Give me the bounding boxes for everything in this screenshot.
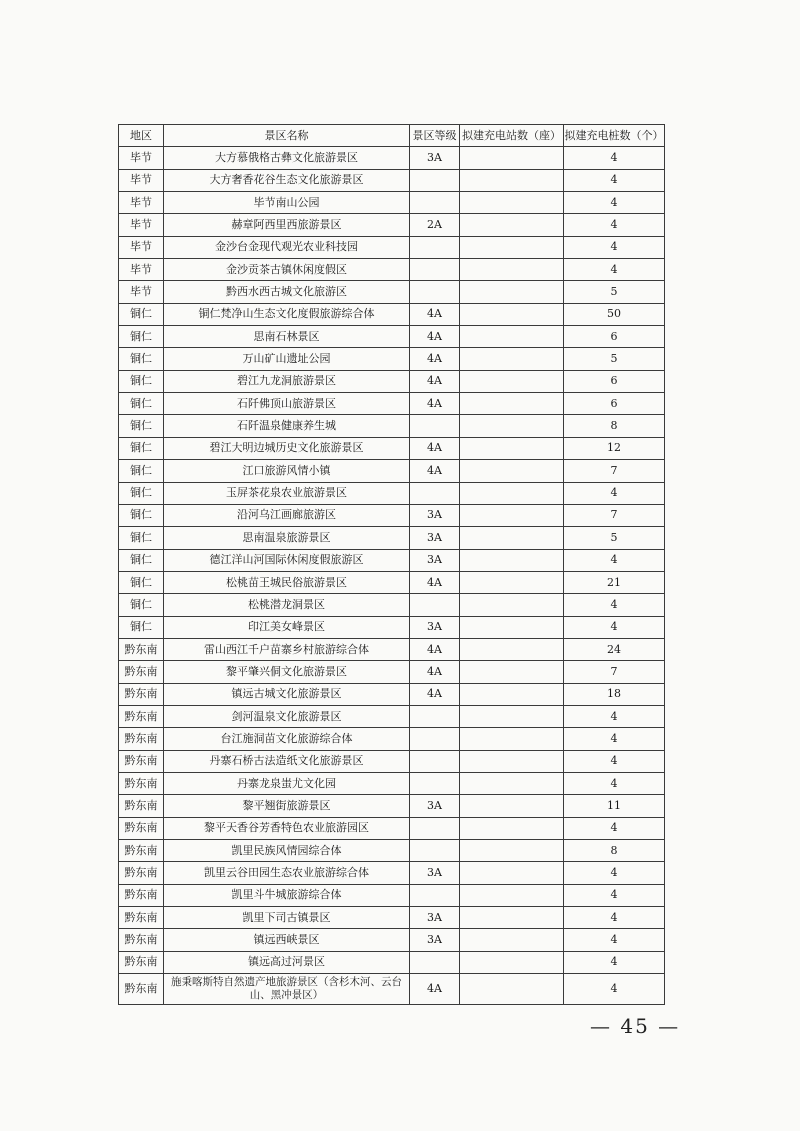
- cell-pile-count: 5: [564, 281, 665, 303]
- table-row: [119, 772, 665, 794]
- cell-station-count: [460, 415, 564, 437]
- table-row: [119, 482, 665, 504]
- table-row: [119, 705, 665, 727]
- cell-region: 毕节: [119, 192, 164, 214]
- cell-scenic-name: 雷山西江千户苗寨乡村旅游综合体: [164, 638, 410, 660]
- table-row: [119, 683, 665, 705]
- table-row: [119, 974, 665, 1005]
- cell-scenic-name: 黎平肇兴侗文化旅游景区: [164, 661, 410, 683]
- cell-scenic-level: 3A: [410, 549, 460, 571]
- table-body: [119, 147, 665, 1005]
- cell-region: 铜仁: [119, 437, 164, 459]
- cell-scenic-name: 思南温泉旅游景区: [164, 527, 410, 549]
- table-row: [119, 415, 665, 437]
- cell-scenic-name: 凯里下司古镇景区: [164, 907, 410, 929]
- cell-scenic-name: 镇远高过河景区: [164, 951, 410, 973]
- table-row: [119, 661, 665, 683]
- cell-region: 铜仁: [119, 348, 164, 370]
- cell-pile-count: 4: [564, 259, 665, 281]
- cell-scenic-level: [410, 840, 460, 862]
- cell-region: 黔东南: [119, 974, 164, 1005]
- cell-pile-count: 50: [564, 303, 665, 325]
- cell-pile-count: 4: [564, 951, 665, 973]
- table-row: [119, 169, 665, 191]
- cell-region: 毕节: [119, 236, 164, 258]
- table-row: [119, 571, 665, 593]
- cell-pile-count: 4: [564, 884, 665, 906]
- cell-station-count: [460, 974, 564, 1005]
- cell-pile-count: 7: [564, 504, 665, 526]
- table-row: [119, 907, 665, 929]
- table-row: [119, 728, 665, 750]
- table-row: [119, 795, 665, 817]
- cell-scenic-level: [410, 415, 460, 437]
- cell-scenic-name: 碧江九龙洞旅游景区: [164, 370, 410, 392]
- cell-scenic-name: 江口旅游风情小镇: [164, 460, 410, 482]
- cell-scenic-name: 德江洋山河国际休闲度假旅游区: [164, 549, 410, 571]
- cell-scenic-name: 台江施洞苗文化旅游综合体: [164, 728, 410, 750]
- table-row: [119, 638, 665, 660]
- cell-scenic-name: 凯里斗牛城旅游综合体: [164, 884, 410, 906]
- cell-region: 黔东南: [119, 772, 164, 794]
- table-row: [119, 840, 665, 862]
- cell-scenic-name: 黎平天香谷芳香特色农业旅游园区: [164, 817, 410, 839]
- cell-scenic-level: 3A: [410, 147, 460, 169]
- table-row: [119, 370, 665, 392]
- cell-station-count: [460, 907, 564, 929]
- table-row: [119, 750, 665, 772]
- cell-scenic-name: 赫章阿西里西旅游景区: [164, 214, 410, 236]
- cell-region: 黔东南: [119, 929, 164, 951]
- table-row: [119, 192, 665, 214]
- cell-region: 铜仁: [119, 460, 164, 482]
- cell-scenic-name: 丹寨龙泉蚩尤文化园: [164, 772, 410, 794]
- table-row: [119, 437, 665, 459]
- cell-station-count: [460, 147, 564, 169]
- table-row: [119, 348, 665, 370]
- cell-scenic-level: 4A: [410, 348, 460, 370]
- cell-scenic-level: [410, 281, 460, 303]
- cell-region: 铜仁: [119, 616, 164, 638]
- cell-scenic-level: 4A: [410, 683, 460, 705]
- cell-pile-count: 4: [564, 929, 665, 951]
- cell-scenic-level: 4A: [410, 393, 460, 415]
- cell-station-count: [460, 393, 564, 415]
- cell-station-count: [460, 214, 564, 236]
- cell-scenic-name: 玉屏茶花泉农业旅游景区: [164, 482, 410, 504]
- cell-scenic-name: 沿河乌江画廊旅游区: [164, 504, 410, 526]
- cell-pile-count: 5: [564, 348, 665, 370]
- cell-scenic-name: 石阡佛顶山旅游景区: [164, 393, 410, 415]
- table-row: [119, 326, 665, 348]
- cell-station-count: [460, 192, 564, 214]
- cell-region: 铜仁: [119, 415, 164, 437]
- cell-station-count: [460, 661, 564, 683]
- cell-scenic-level: [410, 817, 460, 839]
- cell-region: 毕节: [119, 169, 164, 191]
- cell-scenic-level: [410, 236, 460, 258]
- cell-pile-count: 4: [564, 728, 665, 750]
- cell-station-count: [460, 303, 564, 325]
- cell-region: 黔东南: [119, 951, 164, 973]
- cell-region: 铜仁: [119, 303, 164, 325]
- cell-region: 黔东南: [119, 750, 164, 772]
- cell-region: 黔东南: [119, 817, 164, 839]
- cell-scenic-level: 3A: [410, 907, 460, 929]
- cell-scenic-level: 4A: [410, 303, 460, 325]
- cell-scenic-level: 4A: [410, 638, 460, 660]
- cell-region: 铜仁: [119, 504, 164, 526]
- cell-pile-count: 6: [564, 393, 665, 415]
- table-row: [119, 147, 665, 169]
- cell-pile-count: 21: [564, 571, 665, 593]
- cell-region: 铜仁: [119, 482, 164, 504]
- cell-station-count: [460, 326, 564, 348]
- cell-station-count: [460, 460, 564, 482]
- table-row: [119, 214, 665, 236]
- cell-pile-count: 4: [564, 705, 665, 727]
- cell-station-count: [460, 951, 564, 973]
- cell-scenic-name: 凯里云谷田园生态农业旅游综合体: [164, 862, 410, 884]
- table-row: [119, 884, 665, 906]
- cell-scenic-name: 黔西水西古城文化旅游区: [164, 281, 410, 303]
- cell-scenic-level: [410, 750, 460, 772]
- cell-station-count: [460, 728, 564, 750]
- cell-region: 黔东南: [119, 728, 164, 750]
- cell-station-count: [460, 504, 564, 526]
- cell-region: 黔东南: [119, 862, 164, 884]
- cell-station-count: [460, 616, 564, 638]
- cell-station-count: [460, 594, 564, 616]
- cell-scenic-name: 万山矿山遗址公园: [164, 348, 410, 370]
- table-row: [119, 527, 665, 549]
- cell-pile-count: 4: [564, 974, 665, 1005]
- cell-station-count: [460, 437, 564, 459]
- cell-region: 黔东南: [119, 884, 164, 906]
- cell-pile-count: 12: [564, 437, 665, 459]
- cell-pile-count: 8: [564, 415, 665, 437]
- cell-scenic-name: 剑河温泉文化旅游景区: [164, 705, 410, 727]
- cell-scenic-level: [410, 705, 460, 727]
- cell-scenic-level: [410, 728, 460, 750]
- cell-scenic-level: [410, 772, 460, 794]
- cell-scenic-level: 2A: [410, 214, 460, 236]
- table-row: [119, 862, 665, 884]
- scenic-area-charging-table: [118, 124, 665, 1005]
- cell-pile-count: 4: [564, 147, 665, 169]
- cell-scenic-name: 大方慕俄格古彝文化旅游景区: [164, 147, 410, 169]
- cell-scenic-name: 黎平翘街旅游景区: [164, 795, 410, 817]
- cell-pile-count: 4: [564, 616, 665, 638]
- cell-station-count: [460, 929, 564, 951]
- cell-station-count: [460, 638, 564, 660]
- cell-station-count: [460, 482, 564, 504]
- cell-pile-count: 4: [564, 907, 665, 929]
- cell-scenic-name: 松桃潜龙洞景区: [164, 594, 410, 616]
- cell-station-count: [460, 527, 564, 549]
- cell-region: 毕节: [119, 147, 164, 169]
- cell-station-count: [460, 817, 564, 839]
- cell-pile-count: 4: [564, 214, 665, 236]
- table-row: [119, 594, 665, 616]
- header-station-count: 拟建充电站数（座）: [460, 125, 564, 147]
- cell-region: 黔东南: [119, 907, 164, 929]
- cell-region: 铜仁: [119, 393, 164, 415]
- cell-scenic-level: 3A: [410, 929, 460, 951]
- cell-scenic-level: [410, 192, 460, 214]
- cell-station-count: [460, 705, 564, 727]
- cell-scenic-level: [410, 951, 460, 973]
- cell-region: 铜仁: [119, 594, 164, 616]
- cell-station-count: [460, 862, 564, 884]
- cell-station-count: [460, 840, 564, 862]
- cell-pile-count: 4: [564, 862, 665, 884]
- table-row: [119, 460, 665, 482]
- cell-scenic-level: 4A: [410, 661, 460, 683]
- table-row: [119, 259, 665, 281]
- cell-scenic-name: 毕节南山公园: [164, 192, 410, 214]
- cell-scenic-level: 4A: [410, 370, 460, 392]
- cell-scenic-name: 松桃苗王城民俗旅游景区: [164, 571, 410, 593]
- cell-pile-count: 4: [564, 192, 665, 214]
- table-row: [119, 951, 665, 973]
- cell-scenic-name: 丹寨石桥古法造纸文化旅游景区: [164, 750, 410, 772]
- cell-pile-count: 11: [564, 795, 665, 817]
- cell-scenic-level: 4A: [410, 460, 460, 482]
- cell-scenic-level: 3A: [410, 527, 460, 549]
- cell-region: 黔东南: [119, 840, 164, 862]
- cell-pile-count: 8: [564, 840, 665, 862]
- cell-station-count: [460, 571, 564, 593]
- cell-station-count: [460, 772, 564, 794]
- cell-region: 黔东南: [119, 683, 164, 705]
- cell-station-count: [460, 884, 564, 906]
- cell-scenic-name: 镇远西峡景区: [164, 929, 410, 951]
- cell-pile-count: 4: [564, 772, 665, 794]
- table-row: [119, 281, 665, 303]
- cell-pile-count: 4: [564, 236, 665, 258]
- cell-region: 黔东南: [119, 705, 164, 727]
- cell-pile-count: 6: [564, 370, 665, 392]
- header-scenic-name: 景区名称: [164, 125, 410, 147]
- cell-station-count: [460, 281, 564, 303]
- cell-scenic-name: 碧江大明边城历史文化旅游景区: [164, 437, 410, 459]
- page-number: — 45 —: [590, 1014, 681, 1038]
- cell-scenic-name: 铜仁梵净山生态文化度假旅游综合体: [164, 303, 410, 325]
- table-row: [119, 549, 665, 571]
- cell-region: 黔东南: [119, 638, 164, 660]
- cell-scenic-name: 大方奢香花谷生态文化旅游景区: [164, 169, 410, 191]
- cell-region: 毕节: [119, 214, 164, 236]
- cell-pile-count: 7: [564, 661, 665, 683]
- table-row: [119, 236, 665, 258]
- header-pile-count: 拟建充电桩数（个）: [564, 125, 665, 147]
- cell-pile-count: 4: [564, 750, 665, 772]
- cell-pile-count: 4: [564, 594, 665, 616]
- header-region: 地区: [119, 125, 164, 147]
- cell-region: 铜仁: [119, 370, 164, 392]
- cell-scenic-level: [410, 169, 460, 191]
- cell-station-count: [460, 370, 564, 392]
- cell-scenic-level: 4A: [410, 974, 460, 1005]
- cell-scenic-level: 3A: [410, 616, 460, 638]
- cell-scenic-level: 3A: [410, 795, 460, 817]
- cell-region: 铜仁: [119, 527, 164, 549]
- cell-scenic-name: 印江美女峰景区: [164, 616, 410, 638]
- cell-pile-count: 4: [564, 482, 665, 504]
- cell-region: 黔东南: [119, 795, 164, 817]
- cell-station-count: [460, 795, 564, 817]
- header-scenic-level: 景区等级: [410, 125, 460, 147]
- cell-scenic-level: 3A: [410, 862, 460, 884]
- table-row: [119, 817, 665, 839]
- cell-scenic-name: 思南石林景区: [164, 326, 410, 348]
- cell-scenic-name: 凯里民族风情园综合体: [164, 840, 410, 862]
- cell-pile-count: 5: [564, 527, 665, 549]
- cell-station-count: [460, 348, 564, 370]
- cell-scenic-level: [410, 259, 460, 281]
- table-row: [119, 504, 665, 526]
- cell-station-count: [460, 549, 564, 571]
- cell-scenic-name: 金沙台金现代观光农业科技园: [164, 236, 410, 258]
- cell-pile-count: 6: [564, 326, 665, 348]
- cell-region: 毕节: [119, 259, 164, 281]
- cell-pile-count: 4: [564, 549, 665, 571]
- cell-region: 铜仁: [119, 571, 164, 593]
- cell-scenic-level: 3A: [410, 504, 460, 526]
- cell-station-count: [460, 236, 564, 258]
- cell-scenic-name: 石阡温泉健康养生城: [164, 415, 410, 437]
- table-row: [119, 303, 665, 325]
- cell-station-count: [460, 259, 564, 281]
- cell-scenic-level: [410, 884, 460, 906]
- cell-region: 铜仁: [119, 549, 164, 571]
- cell-scenic-level: [410, 594, 460, 616]
- cell-scenic-level: 4A: [410, 571, 460, 593]
- table-row: [119, 616, 665, 638]
- cell-station-count: [460, 169, 564, 191]
- cell-pile-count: 4: [564, 817, 665, 839]
- cell-region: 毕节: [119, 281, 164, 303]
- table-row: [119, 393, 665, 415]
- cell-station-count: [460, 750, 564, 772]
- cell-pile-count: 18: [564, 683, 665, 705]
- cell-scenic-name: 镇远古城文化旅游景区: [164, 683, 410, 705]
- table-row: [119, 929, 665, 951]
- cell-scenic-level: [410, 482, 460, 504]
- cell-pile-count: 4: [564, 169, 665, 191]
- cell-station-count: [460, 683, 564, 705]
- cell-scenic-name: 金沙贡茶古镇休闲度假区: [164, 259, 410, 281]
- cell-scenic-name: 施秉喀斯特自然遗产地旅游景区（含杉木河、云台山、黑冲景区）: [164, 974, 410, 1005]
- cell-scenic-level: 4A: [410, 326, 460, 348]
- cell-pile-count: 7: [564, 460, 665, 482]
- cell-region: 铜仁: [119, 326, 164, 348]
- cell-pile-count: 24: [564, 638, 665, 660]
- cell-region: 黔东南: [119, 661, 164, 683]
- table-header-row: [119, 125, 665, 147]
- cell-scenic-level: 4A: [410, 437, 460, 459]
